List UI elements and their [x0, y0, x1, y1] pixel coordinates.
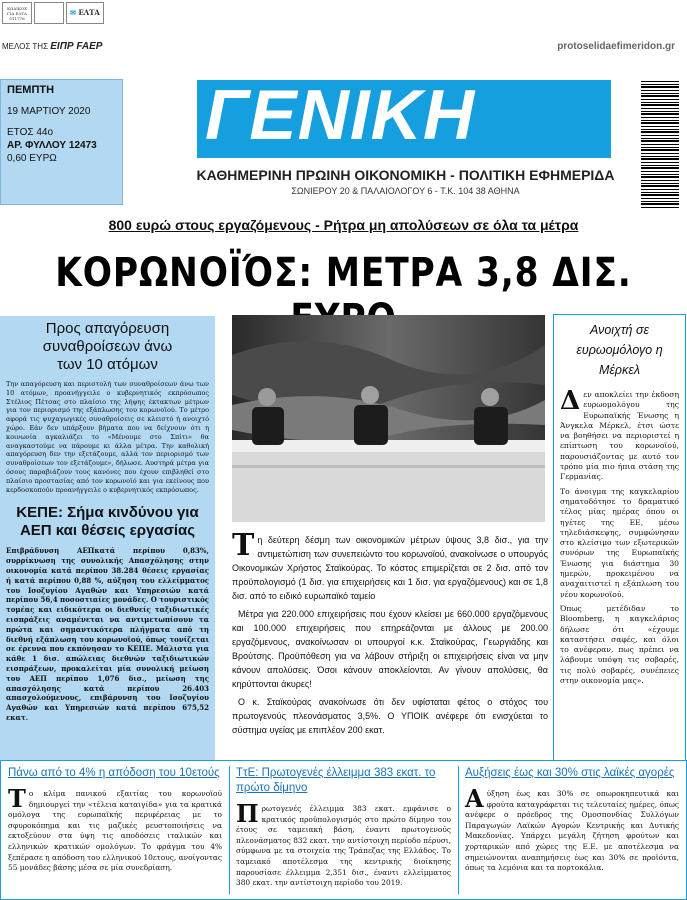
elta-logo-label: ΕΛΤΑ [78, 8, 100, 17]
elta-code-label: ΚΩΔΙΚΟΣ [7, 6, 27, 11]
left-article-1-body: Την απαγόρευση και περιστολή των συναθροίσεων άνω των 10 ατόμων, προανήγγειλε ο κυβερνητικός εκπρόσωπος Στέλιος Πέτσας στο πλαίσιο της λήψης έκτακτων μέτρων για τον περιορισμό της εξάπλωσης του κορωνοϊού. Το μέτρο αφορά τις ψυχαγωγικές συναθροίσεις σε κλειστό ή ανοιχτό χώρο. Εάν δεν υπάρξουν βήματα που να δείχνουν ότι η κοινωνία αγκαλιάζει το «Μένουμε στο Σπίτι» θα αναγκαστούμε να πάρουμε κι άλλα μέτρα. Την καθολική απαγόρευση δεν την εξετάζουμε, αλλά τον περιορισμό των συναθροίσεων τον εξετάζουμε», δήλωσε. Αυστηρά μέτρα για όσους παραβιάζουν τους κανόνες που έχουν επιβληθεί στο πλαίσιο προστασίας από τον κορωνοϊό και για εκείνους που κερδοσκοπούν προανήγγειλε ο κυβερνητικός εκπρόσωπος. [6, 380, 209, 494]
faep-logo: ΕΙΠΡ FAEP [50, 41, 103, 52]
issue-price: 0,60 ΕΥΡΩ [7, 153, 57, 164]
issue-number: ΑΡ. ΦΥΛΛΟΥ 12473 [7, 140, 97, 151]
bottom-article-2-body [236, 799, 451, 889]
bottom-article-2-text: ρωτογενές έλλειμμα 383 εκατ. εμφάνισε ο κρατικός προϋπολογισμός στο πρώτο δίμηνο του έτους σε ταμειακή βάση, έναντι πρωτογενούς πλεονάσματος 832 εκατ. την αντίστοιχη περίοδο πέρυσι, σύμφωνα με τα στοιχεία της Τράπεζας της Ελλάδος. Το ταμειακό αποτέλεσμα της κεντρικής διοίκησης παρουσίασε έλλειμμα 2,351 δισ., έναντι ελλείμματος 380 εκατ. την αντίστοιχη περίοδο του 2019. [236, 804, 451, 888]
issue-year: ΕΤΟΣ 44ο [7, 127, 54, 138]
newspaper-name: ΓΕΝΙΚΗ [205, 76, 476, 155]
left-article-2-body: Επιβράδυνση ΑΕΠκατά περίπου 0,83%, συρρίκνωση της συνολικής Απασχόλησης στην οικονομία κατά περίπου 38.284 θέσεις εργασίας ή κατά περίπου 0,88 %, αύξηση του ελλείμματος του Ισοζυγίου Αγαθών και Υπηρεσιών κατά περίπου 56,4 ποσοστιαίες μονάδες. Ο τουριστικός τομέας και ειδικότερα οι διεθνείς ταξιδιωτικές εισπράξεις αναμένεται να αντιμετωπίσουν τα πρώτα και σημαντικότερα πλήγματα από τη διεθνή εξάπλωση του κορωνοϊού, όπως τονίζεται σε έρευνα που εκπόνησαν το ΚΕΠΕ. Μάλιστα για κάθε 1 δισ. απώλειας διεθνών ταξιδιωτικών εισπράξεων, προκαλείται μία συνολική μείωση του ΑΕΠ περίπου 1,076 δισ., μείωση της απασχόλησης κατά περίπου 26.403 απασχολούμενους, επιβάρυνση του Ισοζυγίου Αγαθών και Υπηρεσιών κατά περίπου 675,52 εκατ. [6, 546, 209, 722]
right-article-paragraph-3: Όπως μετέδιδαν το Bloomberg, η καγκελάριος δήλωσε ότι «έχουμε καταστήσει σαφές, και όλοι το ανέφεραν, πως πρέπει να λάβουμε υπόψη τις σοβαρές, τις πολύ σοβαρές, συνέπειες στην οικονομία μας». [560, 603, 679, 686]
bottom-article-1-title[interactable]: Πάνω από το 4% η απόδοση του 10ετούς [8, 767, 220, 779]
left-article-2-title: ΚΕΠΕ: Σήμα κινδύνου για ΑΕΠ και θέσεις εργασίας [16, 504, 199, 540]
bottom-article-1 [8, 766, 222, 896]
newspaper-address: ΣΩΝΙΕΡΟΥ 20 & ΠΑΛΑΙΟΛΟΓΟΥ 6 - Τ.Κ. 104 38 ΑΘΗΝΑ [291, 186, 520, 196]
member-label: ΜΕΛΟΣ ΤΗΣ [2, 42, 49, 51]
right-article-title: Ανοιχτή σε ευρωομόλογο η Μέρκελ [576, 323, 663, 377]
bottom-article-3-text: ύξηση έως και 30% σε οπωροκηπευτικά και φρούτα καταγράφεται τις τελευταίες ημέρες, όπως ανέφερε ο πρόεδρος της Ομοσπονδίας Συλλόγων Παραγωγών Λαϊκών Αγορών Κεντρικής και Δυτικής Μακεδονίας. Υπάρχει μεγάλη ζήτηση φρούτων και χορταρικών από χώρες της Ε.Ε. με αποτέλεσμα να σημειώνονται αναπημήσεις έως και 30% σε προϊόντα, όπως τα λεμόνια και τα πορτοκάλια. [465, 789, 679, 873]
right-article-body [560, 386, 679, 686]
bottom-article-3 [465, 766, 679, 896]
bottom-article-2-title[interactable]: ΤτΕ: Πρωτογενές έλλειμμα 383 εκατ. το πρώτο δίμηνο [236, 767, 436, 794]
left-article-1-title: Προς απαγόρευση συναθροίσεων άνω των 10 ατόμων [42, 320, 173, 373]
main-article [232, 528, 548, 741]
issue-info-box [0, 79, 123, 205]
member-line [2, 41, 102, 52]
newspaper-tagline: ΚΑΘΗΜΕΡΙΝΗ ΠΡΩΙΝΗ ΟΙΚΟΝΟΜΙΚΗ - ΠΟΛΙΤΙΚΗ ΕΦΗΜΕΡΙΔΑ [196, 167, 615, 183]
elta-logo-icon: ✉ [70, 8, 76, 17]
postal-box [34, 2, 64, 24]
bottom-article-1-text: ο κλίμα πανικού εξαιτίας του κορωνοϊού δημιουργεί την «τέλεια καταιγίδα» για τα κρατικά ομόλογα της ευρωπαϊκής περιφέρειας με το σφυροκόπημα και τις μαζικές ρευστοποιήσεις να εκτοξεύουν στα ύψη τις αποδόσεις ιταλικών και ελληνικών κρατικών ομολόγων. Το φράγμα του 4% ξεπέρασε η απόδοση του ελληνικού 10ετους, ανοίγοντας 55 μονάδες βάσης μέσα σε μία συνεδρίαση. [8, 789, 222, 873]
website-label[interactable]: protoselidaefimeridon.gr [557, 41, 675, 52]
elta-code-box [2, 2, 32, 24]
elta-code-number: 011776 [9, 16, 25, 21]
issue-day: ΠΕΜΠΤΗ [7, 84, 55, 96]
main-article-paragraph-1 [232, 528, 548, 603]
right-article-text-1: εν αποκλείει την έκδοση ευρωομολόγου της Ευρωπαϊκής Ένωσης η Άνγκελα Μέρκελ, έτσι ώστε να βοηθήσει να περιοριστεί η επίπτωση του κορωνοϊού, παρουσιάζοντας με αυτό τον τρόπο μία πιο ήπια στάση της Γερμανίας. [560, 390, 679, 482]
main-article-paragraph-3: Ο κ. Σταϊκούρας ανακοίνωσε ότι δεν υφίσταται φέτος ο στόχος του πρωτογενούς πλεονάσματος 3,5%. Ο ΥΠΟΙΚ ανέφερε ότι ενισχύεται το σύστημα υγείας με επιπλέον 200 εκατ. [232, 697, 548, 735]
newspaper-subname: ΔΗΜΟΠΡΑΣΙΩΝ [488, 138, 592, 154]
kicker: 800 ευρώ στους εργαζόμενους - Ρήτρα μη απολύσεων σε όλα τα μέτρα [108, 217, 579, 233]
bottom-article-1-body [8, 784, 222, 874]
bottom-drop-cap-1: Τ [8, 784, 26, 813]
drop-cap: Τ [232, 528, 255, 563]
right-article-paragraph-2: Το άνοιγμα της καγκελαρίου σηματοδότησε το δραματικό τέλος μίας ημέρας όπου οι ηγέτες της ΕΕ, μέσω τηλεδιάσκεψης, συμφώνησαν στο κλείσιμο των εξωτερικών συνόρων της Ευρωπαϊκής Ένωσης για διάστημα 30 ημερών, προκειμένου να αναχαιτιστεί η εξάπλωση του νέου κορωνοϊού. [560, 486, 679, 599]
elta-code-label-2: ΓΙΑ ΕΛΤΑ [7, 11, 27, 16]
main-headline: ΚΟΡΩΝΟΪΌΣ: ΜΕΤΡΑ 3,8 ΔΙΣ. [55, 250, 632, 296]
right-drop-cap: Δ [560, 386, 581, 416]
main-article-paragraph-2: Μέτρα για 220.000 επιχειρήσεις που έχουν κλείσει με 660.000 εργαζόμενους και 100.000 επιχειρήσεις που επηρεάζονται με άλλους με 200.00 εργαζόμενους, ανακοίνωσαν οι υπουργοί κ.κ. Σταϊκούρας, Γεωργιάδης και Βρούτσης. Προϋπόθεση για να λάβουν στήριξη οι επιχειρήσεις είναι να μην κάνουν απολύσεις. Όσοι κάνουν αποκλείονται. Αν γίνουν απολύσεις, θα κηρύττονται άκυρες! [232, 609, 548, 689]
bottom-drop-cap-3: Α [465, 784, 484, 813]
bottom-article-3-title[interactable]: Αυξήσεις έως και 30% στις λαϊκές αγορές [465, 767, 675, 779]
issue-date: 19 ΜΑΡΤΙΟΥ 2020 [7, 106, 91, 117]
elta-logo-box [66, 2, 104, 24]
bottom-article-2 [236, 766, 451, 896]
main-article-text-1: η δεύτερη δέσμη των οικονομικών μέτρων ύψους 3,8 δισ., για την αντιμετώπιση των συνεπειώντο του κορωνοϊού, ανακοίνωσε ο υπουργός Οικονομικών Χρήστος Σταϊκούρας. Το κόστος επιμερίζεται σε 2 δισ. από τον προϋπολογισμό (1 δισ. για επιχειρήσεις και 1 δισ. για εργαζόμενους) και σε 1,8 δισ. από το ειδικό ευρωπαϊκό ταμείο [232, 535, 548, 601]
bottom-divider-2 [458, 766, 459, 894]
barcode-icon [623, 80, 679, 208]
press-photo-illustration [232, 315, 545, 522]
bottom-divider-1 [229, 766, 230, 894]
press-conference-photo [232, 315, 545, 522]
bottom-article-3-body [465, 784, 679, 874]
right-article-paragraph-1 [560, 386, 679, 483]
bottom-drop-cap-2: Π [236, 799, 259, 828]
